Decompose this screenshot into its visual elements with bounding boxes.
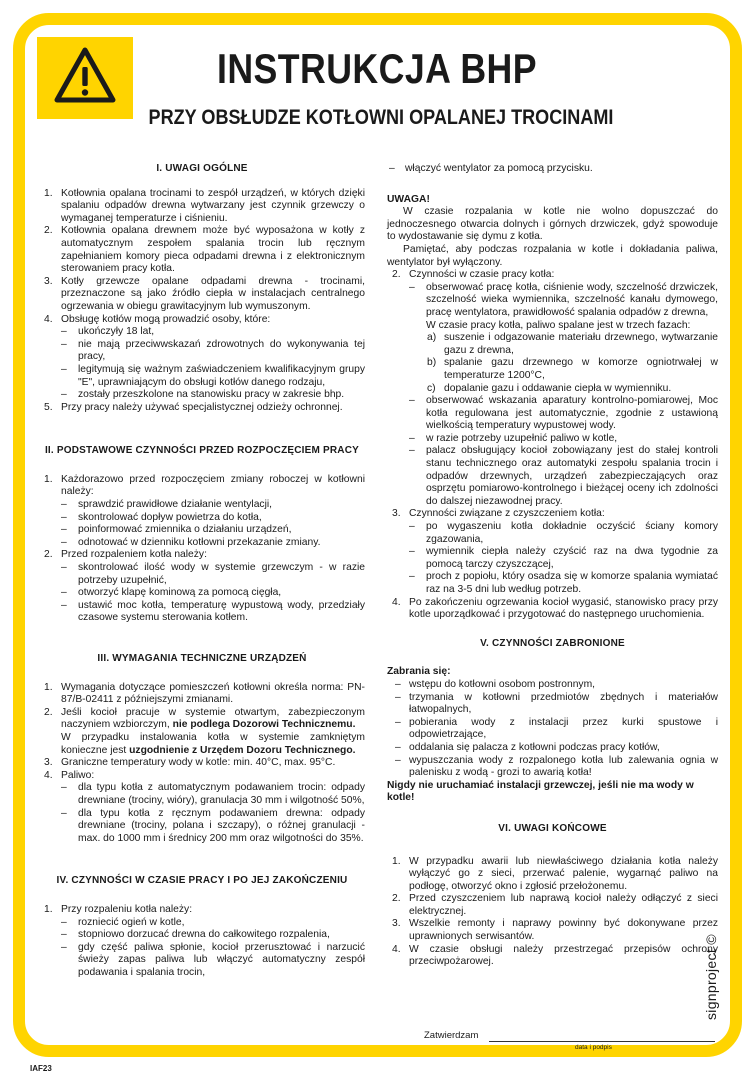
dash-item: – oddalania się palacza z kotłowni podczas pracy kotłów,	[387, 742, 718, 755]
general-notes-list	[39, 188, 365, 327]
dash-item: – nie mają przeciwwskazań zdrowotnych do wykonywania tej pracy,	[39, 339, 365, 364]
before-work-list	[39, 474, 365, 499]
item-text: Przy rozpaleniu kotła należy:	[61, 903, 193, 915]
dash-item: – dla typu kotła z ręcznym podawaniem drewna: odpady drewniane (trociny, polana i szczapy), o różnej granulacji - max. do 1000 mm i średnicy 200 mm oraz wilgotności do 35%.	[39, 808, 365, 846]
dash-list	[387, 282, 718, 509]
dash-item: – rozniecić ogień w kotle,	[39, 917, 365, 930]
item-text: Każdorazowo przed rozpoczęciem zmiany roboczej w kotłowni należy:	[61, 473, 365, 498]
dash-list	[387, 163, 718, 176]
dash-item: – trzymania w kotłowni przedmiotów zbędnych i materiałów łatwopalnych,	[387, 692, 718, 717]
prohibited-lead: Zabrania się:	[387, 666, 451, 678]
warning-label: UWAGA!	[387, 193, 430, 205]
warning-triangle-icon	[37, 37, 133, 119]
item-text: Czynności związane z czyszczeniem kotła:	[409, 508, 605, 520]
dash-item: – ukończyły 18 lat,	[39, 326, 365, 339]
list-item: 2. Czynności w czasie pracy kotła:	[392, 269, 555, 281]
signature-line	[489, 1041, 715, 1042]
item-text-bold: uzgodnienie z Urzędem Dozoru Technicznego.	[129, 744, 356, 756]
brand-logo: signproject ©	[703, 934, 719, 1020]
product-code: IAF23	[30, 1064, 52, 1073]
dash-list	[387, 521, 718, 597]
dash-item: – zostały przeszkolone na stanowisku pracy w zakresie bhp.	[39, 389, 365, 402]
list-item	[39, 402, 365, 415]
item-text: Przed rozpaleniem kotła należy:	[61, 549, 207, 561]
dash-list	[39, 326, 365, 402]
dash-item: – legitymują się ważnym zaświadczeniem kwalifikacyjnym grupy "E", uprawniającym do obsługi kotłów danego rodzaju,	[39, 364, 365, 389]
prohibited-closing: Nigdy nie uruchamiać instalacji grzewczej, jeśli nie ma wody w kotle!	[387, 779, 694, 804]
warning-text: W czasie rozpalania w kotle nie wolno dopuszczać do jednoczesnego otwarcia dolnych i górnych drzwiczek, gdyż spowoduje to wydostawanie się dymu z kotła.	[387, 206, 718, 243]
dash-item: – włączyć wentylator za pomocą przycisku.	[387, 163, 718, 176]
item-text: Jeśli kocioł pracuje w systemie otwartym, zabezpieczonym naczyniem wzbiorczym,	[61, 706, 365, 731]
approval-label: Zatwierdzam	[424, 1030, 479, 1041]
page-title: INSTRUKCJA BHP	[217, 45, 537, 92]
dash-item: – otworzyć klapę kominową za pomocą cięgła,	[39, 587, 365, 600]
phase-intro: W czasie pracy kotła, paliwo spalane jest w trzech fazach:	[426, 319, 691, 331]
during-work-list	[39, 904, 365, 917]
dash-item: – poinformować zmiennika o działaniu urządzeń,	[39, 524, 365, 537]
item-text: Przy pracy należy używać specjalistycznej odzieży ochronnej.	[61, 401, 343, 413]
item-text: W przypadku instalowania kotła w systemie zamkniętym konieczne jest	[61, 731, 365, 756]
list-item: 3. Wszelkie remonty i naprawy powinny być dokonywane przez uprawnionych serwisantów.	[392, 918, 718, 943]
list-item	[39, 276, 365, 314]
phase-list	[426, 332, 718, 395]
item-text: Obsługę kotłów mogą prowadzić osoby, które:	[61, 313, 271, 325]
dash-item: – obserwować pracę kotła, ciśnienie wody, szczelność drzwiczek, szczelność wieka wymiennika, szczelność kanału dymowego, pracę wentylatora, prawidłowość spalania odpadów z drewna, W czasie pracy kotła, paliwo spalane jest w trzech fazach: a) suszenie i odgazowanie materiału drzewnego, wytwarzanie gazu z drewna, b) spalanie gazu drzewnego w komorze ogniotrwałej w temperaturze 1200°C, c) dopalanie gazu i oddawanie ciepła w wymienniku.	[387, 282, 718, 395]
dash-item: – pobierania wody z instalacji przez kurki spustowe i odpowietrzające,	[387, 717, 718, 742]
dash-list	[39, 917, 365, 980]
during-work-list-4	[387, 597, 718, 622]
final-notes-list	[387, 856, 718, 969]
dash-item: – po wygaszeniu kotła dokładnie oczyścić ściany komory zgazowania,	[387, 521, 718, 546]
list-item	[39, 314, 365, 327]
dash-item: – ustawić moc kotła, temperaturę wypustową wody, przedziały czasowe systemu sterowania kotłem.	[39, 600, 365, 625]
list-item: 1. Wymagania dotyczące pomieszczeń kotłowni określa norma: PN-87/B-02411 z późniejszymi zmianami.	[44, 681, 365, 706]
list-item: 1. Przy rozpaleniu kotła należy:	[44, 903, 193, 915]
dash-item: – skontrolować dopływ powietrza do kotła,	[39, 512, 365, 525]
dash-list	[39, 782, 365, 845]
item-text: Po zakończeniu ogrzewania kocioł wygasić, stanowisko pracy przy kotle uporządkować i przygotować do następnego uruchomienia.	[409, 596, 718, 621]
dash-item: – w razie potrzeby uzupełnić paliwo w kotle,	[387, 433, 718, 446]
left-column	[39, 163, 365, 979]
phase-item: c) dopalanie gazu i oddawanie ciepła w wymienniku.	[427, 382, 672, 394]
dash-item: – wymiennik ciepła należy czyścić raz na dwa tygodnie za pomocą tarczy czyszczącej,	[387, 546, 718, 571]
during-work-list-3	[387, 508, 718, 521]
section-heading: I. UWAGI OGÓLNE	[156, 163, 248, 174]
list-item: 1. Każdorazowo przed rozpoczęciem zmiany roboczej w kotłowni należy:	[44, 473, 365, 498]
list-item	[39, 225, 365, 275]
warning-sign	[37, 37, 133, 119]
item-text-bold: nie podlega Dozorowi Technicznemu.	[172, 719, 356, 731]
item-number: 1.	[44, 187, 53, 199]
dash-item: – sprawdzić prawidłowe działanie wentylacji,	[39, 499, 365, 512]
section-heading: III. WYMAGANIA TECHNICZNE URZĄDZEŃ	[97, 653, 307, 664]
item-number: 3.	[44, 275, 53, 287]
list-item: 4. Po zakończeniu ogrzewania kocioł wygasić, stanowisko pracy przy kotle uporządkować i przygotować do następnego uruchomienia.	[392, 596, 718, 621]
list-item: 2. Jeśli kocioł pracuje w systemie otwartym, zabezpieczonym naczyniem wzbiorczym, nie podlega Dozorowi Technicznemu. W przypadku instalowania kotła w systemie zamkniętym konieczne jest uzgodnienie z Urzędem Dozoru Technicznego.	[44, 706, 365, 756]
dash-item: – wstępu do kotłowni osobom postronnym,	[387, 679, 718, 692]
item-text: Wymagania dotyczące pomieszczeń kotłowni określa norma: PN-87/B-02411 z późniejszymi zmianami.	[61, 681, 365, 706]
during-work-list-2	[387, 269, 718, 282]
dash-list	[39, 562, 365, 625]
dash-item: – wypuszczania wody z rozpalonego kotła lub zalewania ognia w palenisku z wodą - grozi to awarią kotła!	[387, 755, 718, 780]
list-item: 4. W czasie obsługi należy przestrzegać przepisów ochrony przeciwpożarowej.	[392, 943, 718, 968]
item-text: Kotły grzewcze opalane odpadami drewna - trocinami, przeznaczone są jako źródło ciepła w instalacjach centralnego ogrzewania w obiegu grawitacyjnym lub wymuszonym.	[61, 275, 365, 312]
item-text: Graniczne temperatury wody w kotle: min. 40°C, max. 95°C.	[61, 757, 336, 769]
list-item	[39, 188, 365, 226]
list-item: 1. W przypadku awarii lub niewłaściwego działania kotła należy wyłączyć go z sieci, przerwać palenie, wygarnąć paliwo na podłogę, otworzyć okno i zgłosić przełożonemu.	[392, 855, 718, 892]
item-number: 4.	[44, 313, 53, 325]
list-item: 4. Paliwo:	[44, 769, 95, 781]
list-item: 2. Przed czyszczeniem lub naprawą kocioł należy odłączyć z sieci elektrycznej.	[392, 893, 718, 917]
dash-item: – palacz obsługujący kocioł zobowiązany jest do stałej kontroli stanu technicznego oraz automatyki zespołu spalania trocin i odpadów drzewnych, urządzeń zabezpieczających oraz osprzętu pomiarowo-kontrolnego i bieżącej oceny ich zdolności do dalszej niezawodnej pracy.	[387, 445, 718, 508]
warning-text: Pamiętać, aby podczas rozpalania w kotle i dokładania paliwa, wentylator był wyłączony.	[387, 243, 718, 268]
item-text: Kotłownia opalana trocinami to zespół urządzeń, w których dzięki spalaniu odpadów drewna wytwarzany jest czynnik grzewczy o wymaganej temperaturze i ciśnieniu.	[61, 187, 365, 224]
dash-item: – dla typu kotła z automatycznym podawaniem trocin: odpady drewniane (trociny, wióry), granulacja 30 mm i wilgotność 50%,	[39, 782, 365, 807]
dash-item: – odnotować w dzienniku kotłowni przekazanie zmiany.	[39, 537, 365, 550]
section-heading: VI. UWAGI KOŃCOWE	[498, 822, 607, 834]
item-text: Paliwo:	[61, 769, 95, 781]
item-text: Czynności w czasie pracy kotła:	[409, 269, 555, 281]
dash-list	[387, 679, 718, 780]
phase-item: a) suszenie i odgazowanie materiału drzewnego, wytwarzanie gazu z drewna,	[427, 332, 718, 356]
page-subtitle: PRZY OBSŁUDZE KOTŁOWNI OPALANEJ TROCINAMI	[148, 106, 614, 129]
dash-list	[39, 499, 365, 549]
phase-item: b) spalanie gazu drzewnego w komorze ogniotrwałej w temperaturze 1200°C,	[427, 357, 718, 381]
item-text: Kotłownia opalana drewnem może być wyposażona w kotły z automatycznym zespołem spalania trocin lub ręcznym zapełnianiem komory pieca odpadami drewna i z elektronicznym sterowaniem pracy kotła.	[61, 225, 365, 275]
dash-item: – gdy część paliwa spłonie, kocioł przerusztować i narzucić świeży zapas paliwa lub włączyć automatyczny zespół podawania i spalania trocin,	[39, 942, 365, 980]
list-item: 2. Przed rozpaleniem kotła należy:	[44, 549, 207, 561]
item-number: 5.	[44, 401, 53, 413]
dash-item: – proch z popiołu, który osadza się w komorze spalania wymiatać raz na 3-5 dni lub według potrzeb.	[387, 571, 718, 596]
dash-item: – skontrolować ilość wody w systemie grzewczym - w razie potrzeby uzupełnić,	[39, 562, 365, 587]
signature-caption: data i podpis	[575, 1044, 612, 1051]
section-heading: IV. CZYNNOŚCI W CZASIE PRACY I PO JEJ ZAKOŃCZENIU	[56, 875, 348, 887]
dash-item: – stopniowo dorzucać drewna do całkowitego rozpalenia,	[39, 929, 365, 942]
list-item: 3. Graniczne temperatury wody w kotle: min. 40°C, max. 95°C.	[44, 757, 336, 769]
right-column	[387, 163, 718, 969]
section-heading: II. PODSTAWOWE CZYNNOŚCI PRZED ROZPOCZĘCIEM PRACY	[44, 445, 360, 457]
section-heading: V. CZYNNOŚCI ZABRONIONE	[480, 637, 625, 649]
dash-item: – obserwować wskazania aparatury kontrolno-pomiarowej, Moc kotła regulowana jest automatycznie, zgodnie z ustawioną wielkością temperatury wypustowej wody.	[387, 395, 718, 433]
before-work-list-2	[39, 549, 365, 562]
general-notes-list-end	[39, 402, 365, 415]
item-number: 2.	[44, 225, 53, 237]
technical-requirements-list	[39, 682, 365, 783]
list-item: 3. Czynności związane z czyszczeniem kotła:	[392, 508, 605, 520]
